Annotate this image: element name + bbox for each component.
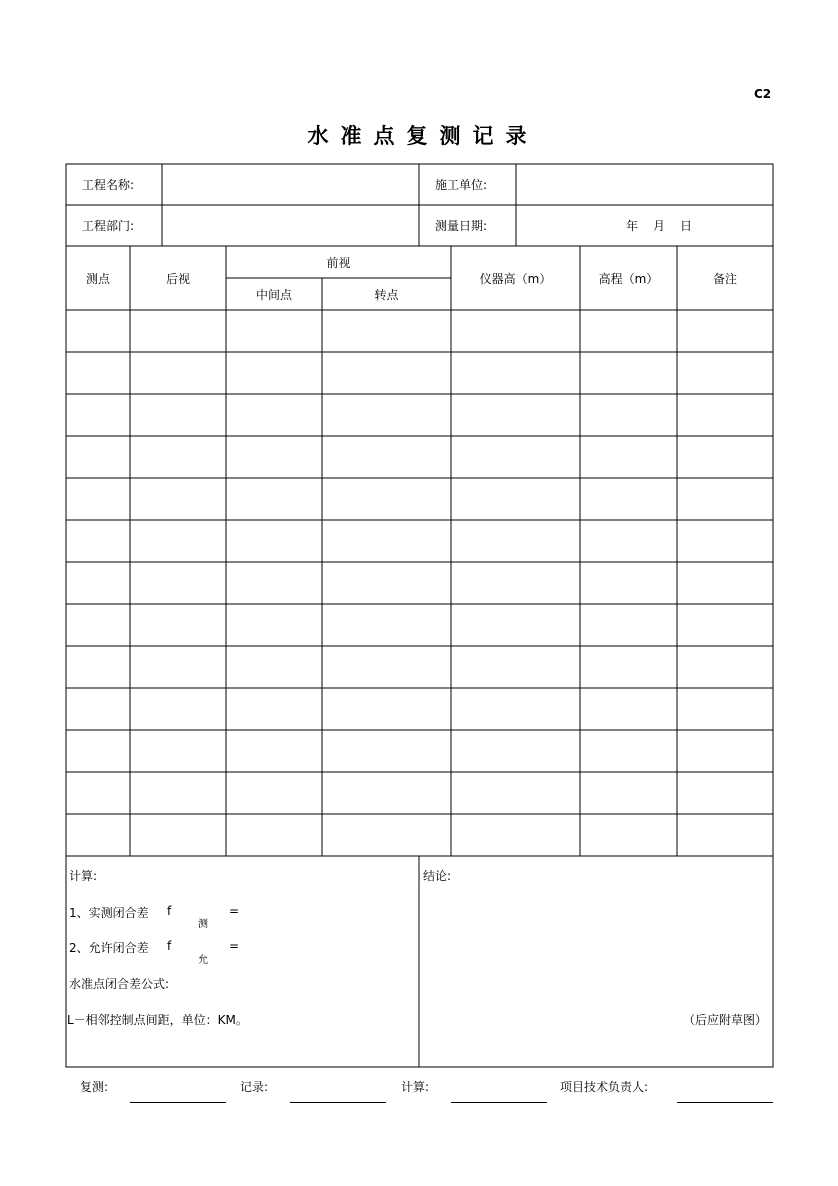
calculator-signature-line[interactable]	[451, 1102, 547, 1103]
date-month: 月	[653, 219, 666, 233]
table-cell[interactable]	[580, 604, 677, 646]
table-cell[interactable]	[226, 814, 322, 856]
table-cell[interactable]	[66, 646, 130, 688]
table-cell[interactable]	[451, 730, 580, 772]
table-cell[interactable]	[130, 688, 226, 730]
table-cell[interactable]	[130, 394, 226, 436]
allowed-closure-equals: =	[229, 939, 240, 953]
table-cell[interactable]	[580, 730, 677, 772]
table-cell[interactable]	[677, 352, 773, 394]
table-cell[interactable]	[66, 688, 130, 730]
table-cell[interactable]	[226, 730, 322, 772]
table-cell[interactable]	[226, 478, 322, 520]
recheck-signature-line[interactable]	[130, 1102, 226, 1103]
table-cell[interactable]	[580, 814, 677, 856]
table-cell[interactable]	[322, 478, 451, 520]
table-cell[interactable]	[130, 646, 226, 688]
table-cell[interactable]	[677, 562, 773, 604]
tech-lead-label: 项目技术负责人:	[560, 1080, 649, 1094]
table-cell[interactable]	[451, 646, 580, 688]
table-cell[interactable]	[226, 394, 322, 436]
page-title: 水准点复测记录	[307, 124, 539, 148]
table-cell[interactable]	[66, 478, 130, 520]
table-cell[interactable]	[580, 772, 677, 814]
contractor-field[interactable]	[522, 164, 768, 205]
table-cell[interactable]	[451, 352, 580, 394]
recheck-label: 复测:	[80, 1080, 109, 1094]
table-cell[interactable]	[66, 814, 130, 856]
table-cell[interactable]	[130, 310, 226, 352]
table-cell[interactable]	[451, 604, 580, 646]
measured-closure-equals: =	[229, 904, 240, 918]
table-cell[interactable]	[226, 646, 322, 688]
col-header-foresight: 前视	[326, 255, 351, 270]
col-header-elevation: 高程（m）	[598, 271, 659, 286]
date-day: 日	[680, 219, 693, 233]
allowed-closure-subscript: 允	[198, 955, 208, 966]
table-cell[interactable]	[580, 688, 677, 730]
table-cell[interactable]	[677, 772, 773, 814]
table-cell[interactable]	[322, 814, 451, 856]
calculation-label: 计算:	[69, 869, 98, 883]
project-name-field[interactable]	[170, 164, 414, 205]
table-cell[interactable]	[677, 814, 773, 856]
date-year: 年	[626, 219, 639, 233]
table-cell[interactable]	[226, 772, 322, 814]
table-cell[interactable]	[451, 772, 580, 814]
survey-date-label: 测量日期:	[435, 219, 488, 233]
table-cell[interactable]	[226, 562, 322, 604]
table-cell[interactable]	[130, 520, 226, 562]
table-cell[interactable]	[677, 688, 773, 730]
col-header-station: 测点	[85, 271, 110, 286]
table-cell[interactable]	[226, 520, 322, 562]
table-cell[interactable]	[451, 394, 580, 436]
table-cell[interactable]	[130, 436, 226, 478]
allowed-closure-label: 2、允许闭合差	[69, 941, 149, 955]
table-cell[interactable]	[677, 478, 773, 520]
table-cell[interactable]	[580, 520, 677, 562]
col-header-backsight: 后视	[165, 271, 190, 286]
closure-formula-label: 水准点闭合差公式:	[69, 977, 170, 991]
table-cell[interactable]	[130, 772, 226, 814]
col-header-turning: 转点	[374, 287, 399, 302]
table-cell[interactable]	[580, 394, 677, 436]
table-cell[interactable]	[677, 394, 773, 436]
contractor-label: 施工单位:	[435, 178, 488, 192]
table-cell[interactable]	[451, 562, 580, 604]
table-cell[interactable]	[130, 730, 226, 772]
table-cell[interactable]	[451, 520, 580, 562]
table-cell[interactable]	[451, 436, 580, 478]
table-cell[interactable]	[66, 520, 130, 562]
distance-note: L－相邻控制点间距，单位：KM。	[67, 1013, 248, 1027]
table-cell[interactable]	[66, 604, 130, 646]
table-cell[interactable]	[226, 604, 322, 646]
table-cell[interactable]	[226, 352, 322, 394]
calculator-label: 计算:	[401, 1080, 430, 1094]
form-code: C2	[754, 87, 772, 101]
table-cell[interactable]	[322, 772, 451, 814]
table-cell[interactable]	[66, 352, 130, 394]
measured-closure-symbol: f	[167, 904, 172, 918]
table-cell[interactable]	[580, 436, 677, 478]
table-cell[interactable]	[130, 562, 226, 604]
table-cell[interactable]	[322, 520, 451, 562]
col-header-intermediate: 中间点	[255, 287, 292, 302]
table-cell[interactable]	[66, 730, 130, 772]
table-cell[interactable]	[677, 730, 773, 772]
table-cell[interactable]	[322, 688, 451, 730]
table-cell[interactable]	[451, 478, 580, 520]
table-cell[interactable]	[451, 814, 580, 856]
table-cell[interactable]	[226, 688, 322, 730]
table-cell[interactable]	[677, 436, 773, 478]
table-cell[interactable]	[580, 562, 677, 604]
table-cell[interactable]	[66, 310, 130, 352]
table-cell[interactable]	[451, 310, 580, 352]
table-cell[interactable]	[580, 310, 677, 352]
table-cell[interactable]	[130, 478, 226, 520]
table-cell[interactable]	[322, 352, 451, 394]
table-cell[interactable]	[677, 604, 773, 646]
allowed-closure-symbol: f	[167, 939, 172, 953]
recorder-label: 记录:	[240, 1080, 269, 1094]
table-cell[interactable]	[580, 352, 677, 394]
table-cell[interactable]	[677, 310, 773, 352]
measured-closure-subscript: 测	[198, 919, 208, 930]
col-header-instrument-height: 仪器高（m）	[479, 271, 552, 286]
table-cell[interactable]	[226, 436, 322, 478]
measured-closure-label: 1、实测闭合差	[69, 906, 149, 920]
project-name-label: 工程名称:	[82, 178, 135, 192]
conclusion-label: 结论:	[423, 869, 452, 883]
department-field[interactable]	[170, 205, 414, 246]
table-cell[interactable]	[322, 394, 451, 436]
table-cell[interactable]	[580, 478, 677, 520]
table-cell[interactable]	[580, 646, 677, 688]
table-cell[interactable]	[677, 520, 773, 562]
table-cell[interactable]	[66, 772, 130, 814]
table-cell[interactable]	[322, 562, 451, 604]
table-cell[interactable]	[66, 562, 130, 604]
table-cell[interactable]	[226, 310, 322, 352]
table-cell[interactable]	[66, 394, 130, 436]
table-cell[interactable]	[322, 310, 451, 352]
table-cell[interactable]	[130, 352, 226, 394]
table-cell[interactable]	[66, 436, 130, 478]
table-cell[interactable]	[677, 646, 773, 688]
sketch-note: （后应附草图）	[683, 1013, 768, 1027]
table-cell[interactable]	[322, 604, 451, 646]
table-cell[interactable]	[130, 604, 226, 646]
recorder-signature-line[interactable]	[290, 1102, 386, 1103]
table-cell[interactable]	[451, 688, 580, 730]
table-cell[interactable]	[322, 730, 451, 772]
table-cell[interactable]	[322, 646, 451, 688]
table-cell[interactable]	[130, 814, 226, 856]
tech-lead-signature-line[interactable]	[677, 1102, 773, 1103]
table-cell[interactable]	[322, 436, 451, 478]
department-label: 工程部门:	[82, 219, 135, 233]
col-header-remarks: 备注	[712, 271, 737, 286]
